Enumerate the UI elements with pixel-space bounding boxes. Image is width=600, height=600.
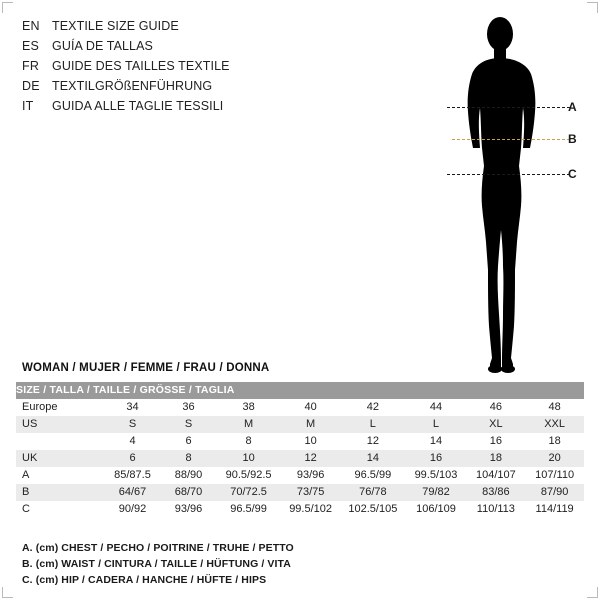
cell-europe-6: 46 — [466, 399, 525, 416]
legend-note-c: C. (cm) HIP / CADERA / HANCHE / HÜFTE / HIPS — [22, 574, 267, 586]
language-code-fr: FR — [22, 59, 40, 73]
measure-label-a: A — [568, 100, 577, 114]
language-row-it — [22, 96, 342, 116]
cell-usnum-1: 6 — [161, 433, 216, 450]
language-code-de: DE — [22, 79, 40, 93]
cell-uk-0: 6 — [104, 450, 161, 467]
legend-note-b: B. (cm) WAIST / CINTURA / TAILLE / HÜFTUNG / VITA — [22, 558, 291, 570]
cell-us-0: S — [104, 416, 161, 433]
size-table-head — [16, 382, 584, 399]
cell-b-3: 73/75 — [281, 484, 340, 501]
cell-c-2: 96.5/99 — [216, 501, 281, 518]
cell-europe-2: 38 — [216, 399, 281, 416]
row-label-us-numeric — [16, 433, 104, 450]
cell-a-2: 90.5/92.5 — [216, 467, 281, 484]
language-row-es — [22, 36, 342, 56]
hip-measure-line — [447, 174, 570, 175]
cell-a-0: 85/87.5 — [104, 467, 161, 484]
cell-b-6: 83/86 — [466, 484, 525, 501]
cell-uk-3: 12 — [281, 450, 340, 467]
cell-c-3: 99.5/102 — [281, 501, 340, 518]
cell-usnum-0: 4 — [104, 433, 161, 450]
size-table — [16, 382, 584, 518]
cell-europe-7: 48 — [525, 399, 584, 416]
cell-europe-4: 42 — [340, 399, 405, 416]
cell-uk-2: 10 — [216, 450, 281, 467]
cell-usnum-5: 14 — [406, 433, 467, 450]
language-row-de — [22, 76, 342, 96]
cell-a-1: 88/90 — [161, 467, 216, 484]
language-text-es: GUÍA DE TALLAS — [52, 39, 153, 53]
cell-c-4: 102.5/105 — [340, 501, 405, 518]
cell-a-5: 99.5/103 — [406, 467, 467, 484]
cell-us-6: XL — [466, 416, 525, 433]
section-title-woman: WOMAN / MUJER / FEMME / FRAU / DONNA — [22, 362, 270, 374]
row-label-c: C — [16, 501, 104, 518]
table-row — [16, 501, 584, 518]
cell-us-5: L — [406, 416, 467, 433]
cell-uk-6: 18 — [466, 450, 525, 467]
cell-uk-7: 20 — [525, 450, 584, 467]
table-row — [16, 450, 584, 467]
cell-us-2: M — [216, 416, 281, 433]
table-row — [16, 484, 584, 501]
cell-usnum-7: 18 — [525, 433, 584, 450]
cell-usnum-3: 10 — [281, 433, 340, 450]
language-text-fr: GUIDE DES TAILLES TEXTILE — [52, 59, 230, 73]
corner-mark-bottom-right — [587, 587, 598, 598]
cell-europe-3: 40 — [281, 399, 340, 416]
language-text-it: GUIDA ALLE TAGLIE TESSILI — [52, 99, 224, 113]
table-row — [16, 416, 584, 433]
language-code-it: IT — [22, 99, 34, 113]
cell-europe-0: 34 — [104, 399, 161, 416]
row-label-a: A — [16, 467, 104, 484]
size-table-header-row — [16, 382, 584, 399]
cell-b-5: 79/82 — [406, 484, 467, 501]
language-text-en: TEXTILE SIZE GUIDE — [52, 19, 179, 33]
language-code-es: ES — [22, 39, 40, 53]
language-title-block — [22, 16, 342, 116]
cell-b-1: 68/70 — [161, 484, 216, 501]
cell-usnum-4: 12 — [340, 433, 405, 450]
language-row-en — [22, 16, 342, 36]
cell-europe-5: 44 — [406, 399, 467, 416]
cell-uk-4: 14 — [340, 450, 405, 467]
female-silhouette-icon — [440, 8, 560, 378]
cell-c-1: 93/96 — [161, 501, 216, 518]
language-text-de: TEXTILGRÖßENFÜHRUNG — [52, 79, 213, 93]
size-table-header-cell: SIZE / TALLA / TAILLE / GRÖSSE / TAGLIA — [16, 382, 584, 399]
cell-europe-1: 36 — [161, 399, 216, 416]
cell-us-1: S — [161, 416, 216, 433]
cell-c-7: 114/119 — [525, 501, 584, 518]
language-code-en: EN — [22, 19, 40, 33]
row-label-us: US — [16, 416, 104, 433]
cell-b-0: 64/67 — [104, 484, 161, 501]
table-row — [16, 399, 584, 416]
cell-a-6: 104/107 — [466, 467, 525, 484]
cell-uk-5: 16 — [406, 450, 467, 467]
waist-measure-line — [452, 139, 570, 140]
cell-b-7: 87/90 — [525, 484, 584, 501]
cell-us-7: XXL — [525, 416, 584, 433]
table-row — [16, 467, 584, 484]
corner-mark-bottom-left — [2, 587, 13, 598]
cell-us-4: L — [340, 416, 405, 433]
measurement-legend — [22, 540, 582, 588]
cell-uk-1: 8 — [161, 450, 216, 467]
row-label-uk: UK — [16, 450, 104, 467]
cell-a-7: 107/110 — [525, 467, 584, 484]
cell-usnum-6: 16 — [466, 433, 525, 450]
cell-c-5: 106/109 — [406, 501, 467, 518]
cell-a-4: 96.5/99 — [340, 467, 405, 484]
table-row — [16, 433, 584, 450]
row-label-europe: Europe — [16, 399, 104, 416]
chest-measure-line — [447, 107, 570, 108]
female-body-figure — [420, 8, 590, 378]
cell-c-6: 110/113 — [466, 501, 525, 518]
cell-a-3: 93/96 — [281, 467, 340, 484]
cell-us-3: M — [281, 416, 340, 433]
cell-usnum-2: 8 — [216, 433, 281, 450]
corner-mark-top-left — [2, 2, 13, 13]
row-label-b: B — [16, 484, 104, 501]
cell-c-0: 90/92 — [104, 501, 161, 518]
measure-label-c: C — [568, 167, 577, 181]
measure-label-b: B — [568, 132, 577, 146]
cell-b-4: 76/78 — [340, 484, 405, 501]
legend-note-a: A. (cm) CHEST / PECHO / POITRINE / TRUHE / PETTO — [22, 542, 294, 554]
size-table-body — [16, 399, 584, 518]
cell-b-2: 70/72.5 — [216, 484, 281, 501]
language-row-fr — [22, 56, 342, 76]
